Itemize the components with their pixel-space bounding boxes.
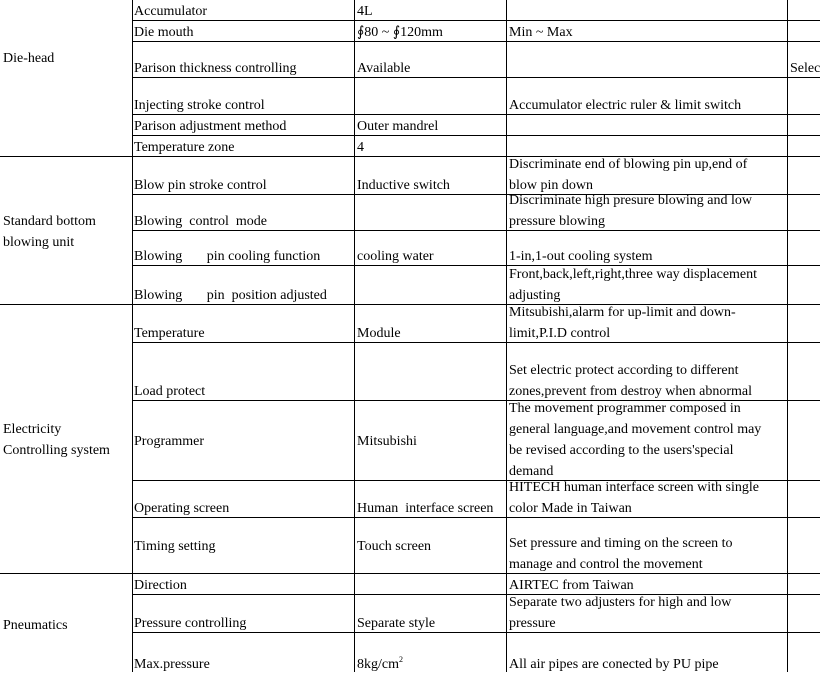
- section-bottom-blowing-line-1: Standard bottom: [3, 214, 96, 229]
- item-parison-thickness: Parison thickness controlling: [134, 61, 297, 76]
- note-line: pressure blowing: [509, 214, 606, 229]
- section-electricity-line-1: Electricity: [3, 422, 62, 437]
- section-pneumatics: Pneumatics: [3, 618, 68, 633]
- section-electricity-line-2: Controlling system: [3, 443, 110, 458]
- note-line: HITECH human interface screen with single: [509, 480, 759, 495]
- item-parison-adjustment: Parison adjustment method: [134, 119, 287, 134]
- spec-die-mouth: ∮80 ~ ∮120mm: [357, 25, 443, 40]
- spec-temperature: Module: [357, 326, 401, 341]
- item-accumulator: Accumulator: [134, 4, 208, 19]
- item-direction: Direction: [134, 578, 187, 593]
- extra-parison-thickness: Selec: [790, 61, 820, 76]
- item-blow-pin-stroke: Blow pin stroke control: [134, 178, 267, 193]
- spec-parison-adjustment: Outer mandrel: [357, 119, 439, 134]
- spec-pressure-controlling: Separate style: [357, 616, 436, 631]
- section-electricity: [3, 419, 110, 461]
- note-temperature: [509, 302, 736, 344]
- note-line: manage and control the movement: [509, 557, 703, 572]
- note-line: zones,prevent from destroy when abnormal: [509, 384, 752, 399]
- item-injecting-stroke: Injecting stroke control: [134, 98, 265, 113]
- note-direction: AIRTEC from Taiwan: [509, 578, 634, 593]
- note-line: pressure: [509, 616, 556, 631]
- spec-timing-setting: Touch screen: [357, 539, 432, 554]
- spec-max-pressure-exponent: 2: [399, 655, 403, 664]
- section-die-head: Die-head: [3, 51, 55, 66]
- spec-programmer: Mitsubishi: [357, 434, 417, 449]
- note-line: Set pressure and timing on the screen to: [509, 536, 733, 551]
- note-operating-screen: [509, 477, 759, 519]
- spec-pin-cooling: cooling water: [357, 249, 434, 264]
- item-operating-screen: Operating screen: [134, 501, 230, 516]
- note-line: blow pin down: [509, 178, 593, 193]
- item-programmer: Programmer: [134, 434, 204, 449]
- item-temperature-zone: Temperature zone: [134, 140, 235, 155]
- note-line: Discriminate end of blowing pin up,end of: [509, 157, 748, 172]
- note-die-mouth: Min ~ Max: [509, 25, 573, 40]
- section-bottom-blowing-line-2: blowing unit: [3, 235, 75, 250]
- item-die-mouth: Die mouth: [134, 25, 194, 40]
- item-max-pressure: Max.pressure: [134, 657, 210, 672]
- note-line: Set electric protect according to different: [509, 363, 739, 378]
- spec-temperature-zone: 4: [357, 140, 364, 155]
- spec-blow-pin-stroke: Inductive switch: [357, 178, 450, 193]
- note-line: be revised according to the users'special: [509, 443, 734, 458]
- spec-parison-thickness: Available: [357, 61, 411, 76]
- item-load-protect: Load protect: [134, 384, 206, 399]
- note-load-protect: [509, 360, 752, 402]
- note-pin-position: [509, 264, 757, 306]
- note-line: adjusting: [509, 288, 561, 303]
- note-line: Discriminate high presure blowing and low: [509, 193, 753, 208]
- item-pin-position: Blowing pin position adjusted: [134, 288, 327, 303]
- note-line: demand: [509, 464, 554, 479]
- item-timing-setting: Timing setting: [134, 539, 216, 554]
- section-bottom-blowing: [3, 211, 96, 253]
- item-blowing-mode: Blowing control mode: [134, 214, 267, 229]
- note-programmer: [509, 398, 761, 482]
- spec-max-pressure-value: 8kg/cm: [357, 657, 399, 672]
- note-timing-setting: [509, 533, 733, 575]
- note-line: general language,and movement control may: [509, 422, 762, 437]
- note-line: color Made in Taiwan: [509, 501, 632, 516]
- note-line: The movement programmer composed in: [509, 401, 741, 416]
- note-line: Separate two adjusters for high and low: [509, 595, 732, 610]
- spec-operating-screen: Human interface screen: [357, 501, 494, 516]
- item-pressure-controlling: Pressure controlling: [134, 616, 247, 631]
- note-max-pressure: All air pipes are conected by PU pipe: [509, 657, 719, 672]
- note-injecting-stroke: Accumulator electric ruler & limit switch: [509, 98, 742, 113]
- note-blowing-mode: [509, 190, 752, 232]
- note-pin-cooling: 1-in,1-out cooling system: [509, 249, 653, 264]
- note-pressure-controlling: [509, 592, 731, 634]
- note-line: Mitsubishi,alarm for up-limit and down-: [509, 305, 736, 320]
- item-pin-cooling: Blowing pin cooling function: [134, 249, 321, 264]
- item-temperature: Temperature: [134, 326, 205, 341]
- note-line: limit,P.I.D control: [509, 326, 611, 341]
- spec-accumulator: 4L: [357, 4, 373, 19]
- note-line: Front,back,left,right,three way displacement: [509, 267, 758, 282]
